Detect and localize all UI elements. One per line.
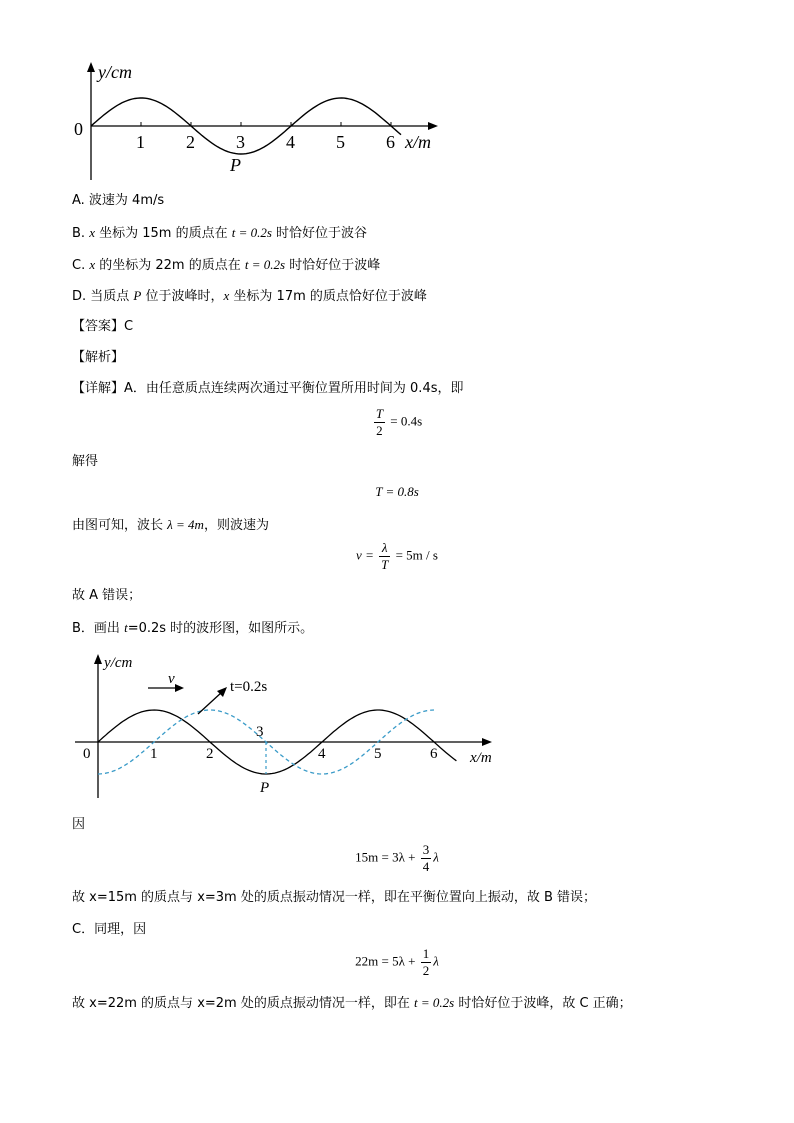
equation-22m: 22m = 5λ + $\frac{1}{2}$ λ [355,946,439,978]
point-p-label: P [260,780,270,796]
x-tick-label-5: 5 [336,132,345,152]
jiede-label: 解得 [72,454,99,469]
t-label: t=0.2s [230,679,268,695]
x-tick-label-1: 1 [150,746,158,762]
option-d: D. 当质点 P 位于波峰时，x 坐标为 17m 的质点恰好位于波峰 [72,288,427,304]
option-c-intro: C．同理，因 [72,922,147,937]
conclusion-b: 故 x=15m 的质点与 x=3m 处的质点振动情况一样，即在平衡位置向上振动，故 B 错误； [72,890,597,905]
equation-15m: 15m = 3λ + $\frac{3}{4}$ λ [355,842,439,874]
option-b-intro: B．画出 t=0.2s 时的波形图，如图所示。 [72,620,314,636]
x-tick-label-1: 1 [136,132,145,152]
x-tick-label-6: 6 [430,746,438,762]
x-axis-label: x/m [470,750,492,766]
option-b: B. x 坐标为 15m 的质点在 t = 0.2s 时恰好位于波谷 [72,225,368,241]
x-tick-label-3: 3 [236,132,245,152]
y-axis-label: y/cm [104,655,133,671]
x-axis-label: x/m [405,132,431,152]
equation-period: T = 0.8s [375,484,419,499]
wave-figure-1 [60,58,460,183]
yin-label-1: 因 [72,817,86,832]
detail-line-1: 【详解】A．由任意质点连续两次通过平衡位置所用时间为 0.4s，即 [72,381,464,396]
x-tick-label-2: 2 [206,746,214,762]
conclusion-a: 故 A 错误； [72,588,142,603]
x-tick-label-3: 3 [256,724,264,740]
x-tick-label-4: 4 [286,132,295,152]
x-tick-label-2: 2 [186,132,195,152]
analysis-label: 【解析】 [72,350,125,365]
x-tick-label-5: 5 [374,746,382,762]
point-p-label: P [230,155,241,175]
wave-figure-2 [70,648,510,808]
origin-label: 0 [74,119,83,139]
wavelength-line: 由图可知，波长 λ = 4m，则波速为 [72,517,269,533]
origin-label: 0 [83,746,91,762]
equation-half-period: $\frac{T}{2}$ = 0.4s [375,406,423,438]
velocity-arrowhead [175,684,184,692]
option-a: A. 波速为 4m/s [72,193,165,208]
equation-velocity: v = $\frac{\lambda}{T}$ = 5m / s [356,540,438,572]
conclusion-c: 故 x=22m 的质点与 x=2m 处的质点振动情况一样，即在 t = 0.2s 时恰好位于波峰，故 C 正确； [72,995,632,1011]
x-axis-arrow [428,122,438,130]
x-tick-label-4: 4 [318,746,326,762]
y-axis-label: y/cm [98,62,132,82]
velocity-label: v [168,671,175,687]
y-axis-arrow [94,654,102,664]
answer-line: 【答案】C [72,319,134,334]
x-axis-arrow [482,738,492,746]
x-tick-label-6: 6 [386,132,395,152]
option-c: C. x 的坐标为 22m 的质点在 t = 0.2s 时恰好位于波峰 [72,257,381,273]
y-axis-arrow [87,62,95,72]
